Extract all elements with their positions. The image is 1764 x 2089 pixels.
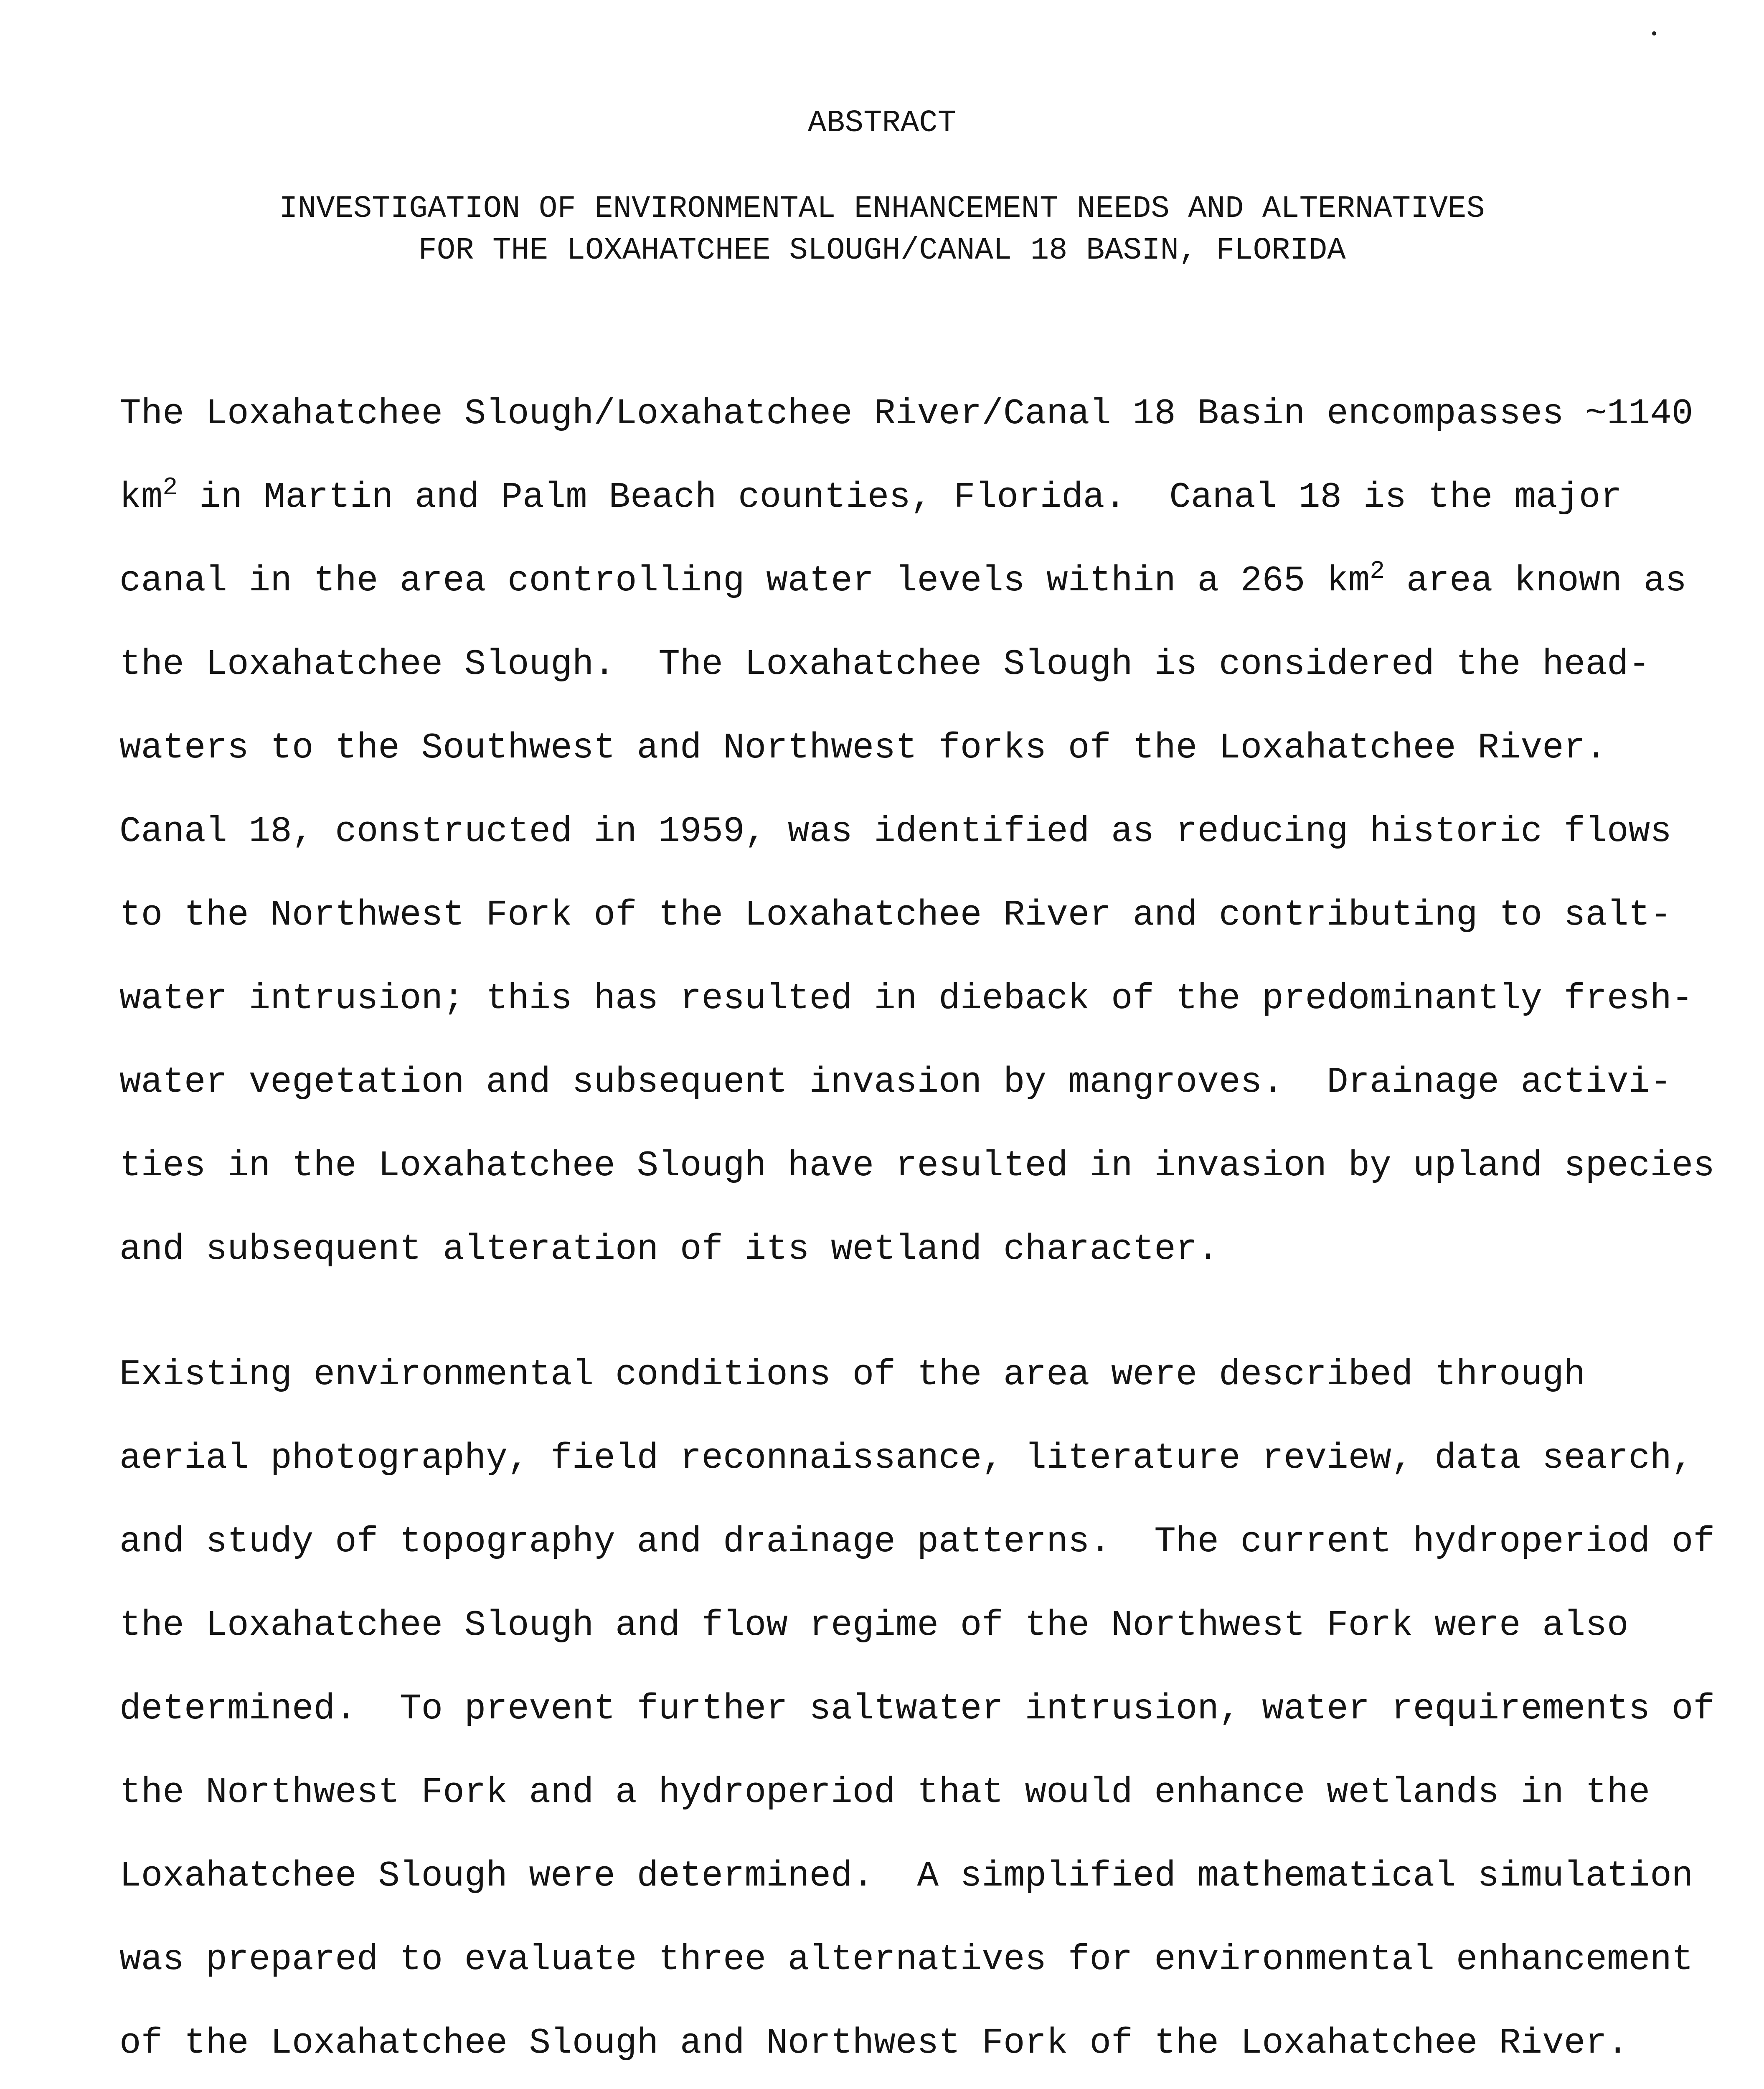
paragraph-line: aerial photography, field reconnaissance, literature review, data search, [119, 1438, 1693, 1479]
paragraph-line: Existing environmental conditions of the area were described through [119, 1354, 1586, 1395]
document-title-line-2: FOR THE LOXAHATCHEE SLOUGH/CANAL 18 BASIN, FLORIDA [418, 233, 1346, 268]
text-run: canal in the area controlling water levels within a 265 km [119, 560, 1370, 601]
paragraph-line: water intrusion; this has resulted in dieback of the predominantly fresh- [119, 978, 1693, 1019]
paragraph-line: Canal 18, constructed in 1959, was identified as reducing historic flows [119, 811, 1672, 852]
paragraph-line: water vegetation and subsequent invasion by mangroves. Drainage activi- [119, 1062, 1672, 1103]
superscript: 2 [162, 474, 178, 502]
paragraph-line: ties in the Loxahatchee Slough have resulted in invasion by upland species [119, 1145, 1715, 1186]
paragraph-line: of the Loxahatchee Slough and Northwest Fork of the Loxahatchee River. [119, 2023, 1629, 2064]
abstract-heading: ABSTRACT [807, 106, 957, 141]
superscript: 2 [1370, 557, 1385, 586]
document-title-line-1: INVESTIGATION OF ENVIRONMENTAL ENHANCEMENT NEEDS AND ALTERNATIVES [279, 191, 1485, 226]
paragraph-line: the Loxahatchee Slough and flow regime of the Northwest Fork were also [119, 1605, 1629, 1646]
text-run: area known as [1385, 560, 1687, 601]
paragraph-line: and study of topography and drainage patterns. The current hydroperiod of [119, 1521, 1715, 1562]
paragraph-line: was prepared to evaluate three alternatives for environmental enhancement [119, 1939, 1693, 1980]
paragraph-line: Loxahatchee Slough were determined. A simplified mathematical simulation [119, 1855, 1693, 1896]
paragraph-line: determined. To prevent further saltwater intrusion, water requirements of [119, 1688, 1715, 1729]
paragraph-line: waters to the Southwest and Northwest forks of the Loxahatchee River. [119, 727, 1607, 768]
scan-speck [1652, 31, 1656, 36]
paragraph-line [119, 476, 1622, 518]
paragraph-line: the Northwest Fork and a hydroperiod that would enhance wetlands in the [119, 1772, 1650, 1813]
paragraph-line: The Loxahatchee Slough/Loxahatchee River/Canal 18 Basin encompasses ~1140 [119, 393, 1693, 434]
paragraph-line [119, 557, 1687, 602]
paragraph-line: to the Northwest Fork of the Loxahatchee River and contributing to salt- [119, 895, 1672, 935]
text-run: km [119, 477, 163, 518]
paragraph-line: and subsequent alteration of its wetland character. [119, 1229, 1219, 1270]
text-run: in Martin and Palm Beach counties, Florida. Canal 18 is the major [178, 477, 1622, 518]
paragraph-line: the Loxahatchee Slough. The Loxahatchee Slough is considered the head- [119, 644, 1650, 685]
